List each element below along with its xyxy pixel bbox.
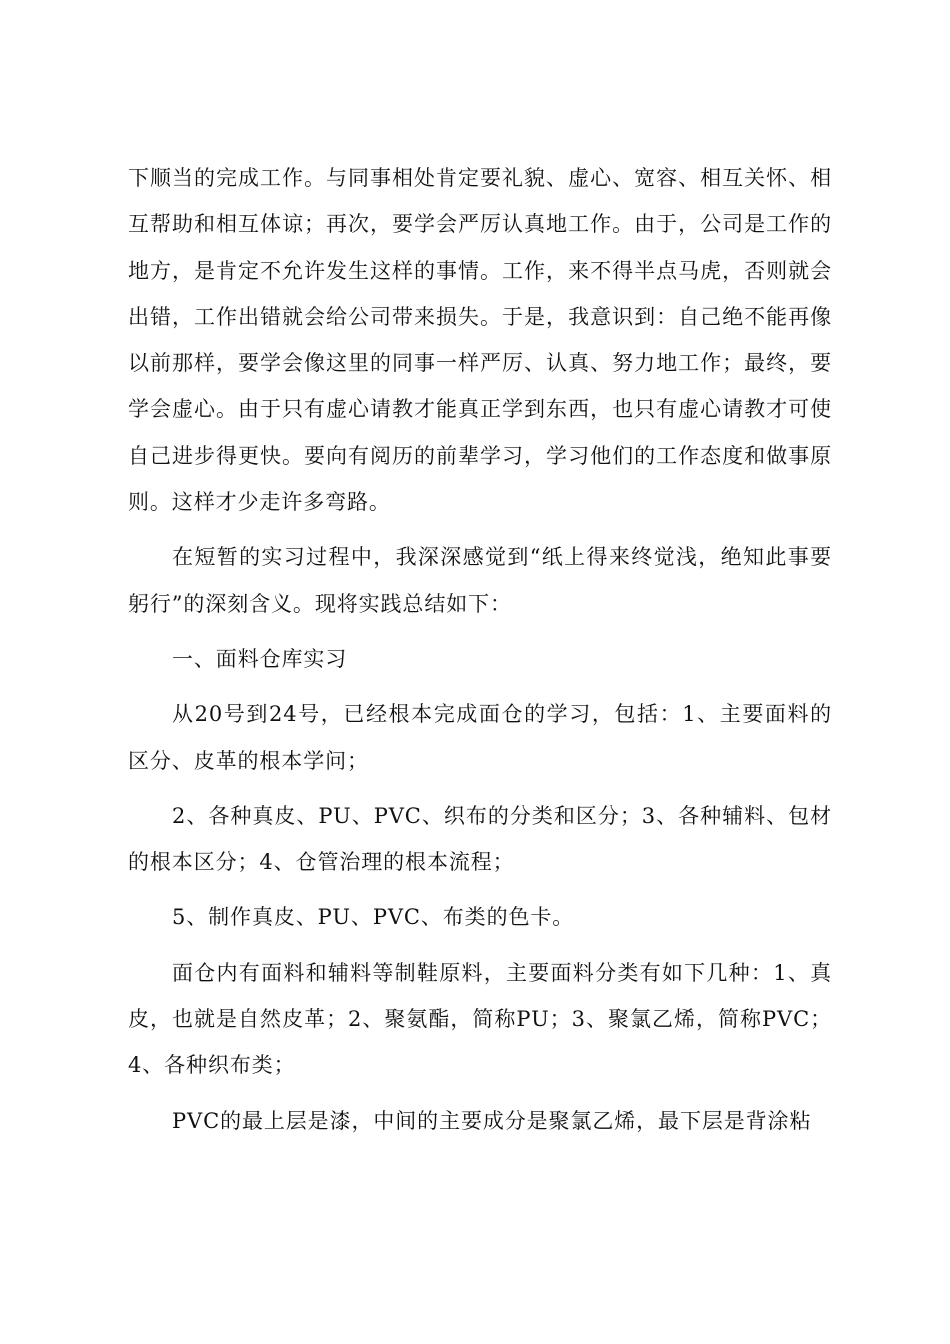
- document-body: [128, 155, 832, 1144]
- paragraph-study-items: 2、各种真皮、PU、PVC、织布的分类和区分；3、各种辅料、包材的根本区分；4、仓管治理的根本流程；: [128, 803, 832, 875]
- paragraph-fabric-types: 面仓内有面料和辅料等制鞋原料，主要面料分类有如下几种：1、真皮，也就是自然皮革；2、聚氨酯，简称PU；3、聚氯乙烯，简称PVC；4、各种织布类；: [128, 960, 832, 1078]
- section-heading-fabric-warehouse: 一、面料仓库实习: [172, 646, 348, 671]
- paragraph-study-summary: 从20号到24号，已经根本完成面仓的学习，包括：1、主要面料的区分、皮革的根本学问；: [128, 702, 832, 773]
- paragraph-pvc-layers: PVC的最上层是漆，中间的主要成分是聚氯乙烯，最下层是背涂粘: [172, 1108, 812, 1133]
- paragraph-color-cards: 5、制作真皮、PU、PVC、布类的色卡。: [172, 905, 575, 930]
- paragraph-internship-reflection: 在短暂的实习过程中，我深深感觉到“纸上得来终觉浅，绝知此事要躬行”的深刻含义。现将实践总结如下：: [128, 545, 832, 616]
- paragraph-continuation: 下顺当的完成工作。与同事相处肯定要礼貌、虚心、宽容、相互关怀、相互帮助和相互体谅；再次，要学会严厉认真地工作。由于，公司是工作的地方，是肯定不允许发生这样的事情。工作，来不得半点马虎，否则就会出错，工作出错就会给公司带来损失。于是，我意识到：自己绝不能再像以前那样，要学会像这里的同事一样严厉、认真、努力地工作；最终，要学会虚心。由于只有虚心请教才能真正学到东西，也只有虚心请教才可使自己进步得更快。要向有阅历的前辈学习，学习他们的工作态度和做事原则。这样才少走许多弯路。: [128, 166, 832, 515]
